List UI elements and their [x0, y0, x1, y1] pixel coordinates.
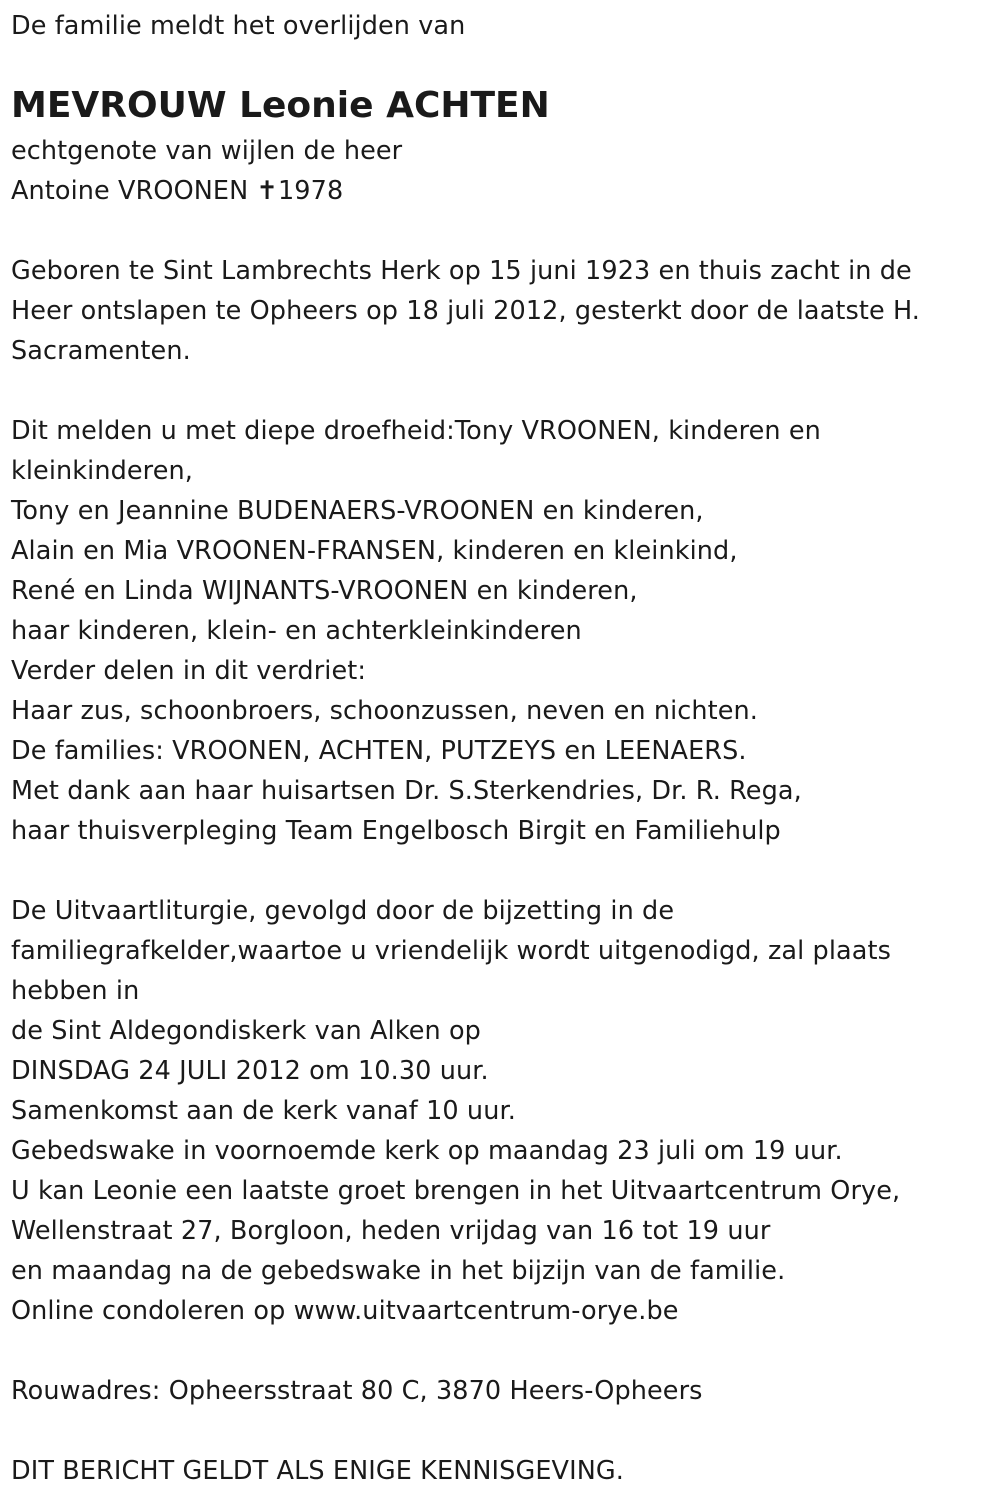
- paragraph-line: Met dank aan haar huisartsen Dr. S.Sterkendries, Dr. R. Rega,: [11, 776, 802, 806]
- paragraph-line: de Sint Aldegondiskerk van Alken op: [11, 1016, 481, 1046]
- paragraph-line: Heer ontslapen te Opheers op 18 juli 2012, gesterkt door de laatste H.: [11, 296, 920, 326]
- section-spacer: [11, 211, 986, 251]
- deceased-name: MEVROUW Leonie ACHTEN: [11, 85, 550, 126]
- birth-death-paragraph: [11, 251, 986, 371]
- condolence-link-line: Online condoleren op www.uitvaartcentrum-orye.be: [11, 1296, 679, 1326]
- section-spacer: [11, 1411, 986, 1451]
- paragraph-line: Tony en Jeannine BUDENAERS-VROONEN en kinderen,: [11, 496, 704, 526]
- section-spacer: [11, 1331, 986, 1371]
- spouse-name: Antoine VROONEN ✝1978: [11, 176, 344, 206]
- paragraph-line: DINSDAG 24 JULI 2012 om 10.30 uur.: [11, 1056, 489, 1086]
- mourning-address: Rouwadres: Opheersstraat 80 C, 3870 Heers-Opheers: [11, 1376, 703, 1406]
- intro-text: De familie meldt het overlijden van: [11, 11, 466, 41]
- paragraph-line: U kan Leonie een laatste groet brengen in het Uitvaartcentrum Orye,: [11, 1176, 901, 1206]
- paragraph-line: Dit melden u met diepe droefheid:Tony VROONEN, kinderen en: [11, 416, 821, 446]
- paragraph-line: Alain en Mia VROONEN-FRANSEN, kinderen en kleinkind,: [11, 536, 738, 566]
- paragraph-line: De Uitvaartliturgie, gevolgd door de bijzetting in de: [11, 896, 675, 926]
- funeral-paragraph: [11, 891, 986, 1331]
- paragraph-line: haar kinderen, klein- en achterkleinkinderen: [11, 616, 582, 646]
- paragraph-line: De families: VROONEN, ACHTEN, PUTZEYS en LEENAERS.: [11, 736, 747, 766]
- section-spacer: [11, 851, 986, 891]
- paragraph-line: Geboren te Sint Lambrechts Herk op 15 juni 1923 en thuis zacht in de: [11, 256, 912, 286]
- paragraph-line: Gebedswake in voornoemde kerk op maandag 23 juli om 19 uur.: [11, 1136, 843, 1166]
- paragraph-line: en maandag na de gebedswake in het bijzijn van de familie.: [11, 1256, 786, 1286]
- paragraph-line: kleinkinderen,: [11, 456, 193, 486]
- section-spacer: [11, 371, 986, 411]
- mourners-paragraph: [11, 411, 986, 851]
- paragraph-line: René en Linda WIJNANTS-VROONEN en kinderen,: [11, 576, 638, 606]
- paragraph-line: familiegrafkelder,waartoe u vriendelijk wordt uitgenodigd, zal plaats: [11, 936, 891, 966]
- death-notice: [11, 0, 986, 1491]
- paragraph-line: Sacramenten.: [11, 336, 191, 366]
- paragraph-line: Verder delen in dit verdriet:: [11, 656, 367, 686]
- paragraph-line: haar thuisverpleging Team Engelbosch Birgit en Familiehulp: [11, 816, 781, 846]
- paragraph-line: Wellenstraat 27, Borgloon, heden vrijdag van 16 tot 19 uur: [11, 1216, 771, 1246]
- paragraph-line: hebben in: [11, 976, 140, 1006]
- closing-statement: DIT BERICHT GELDT ALS ENIGE KENNISGEVING.: [11, 1456, 624, 1486]
- spouse-line: echtgenote van wijlen de heer: [11, 136, 403, 166]
- paragraph-line: Haar zus, schoonbroers, schoonzussen, neven en nichten.: [11, 696, 759, 726]
- paragraph-line: Samenkomst aan de kerk vanaf 10 uur.: [11, 1096, 516, 1126]
